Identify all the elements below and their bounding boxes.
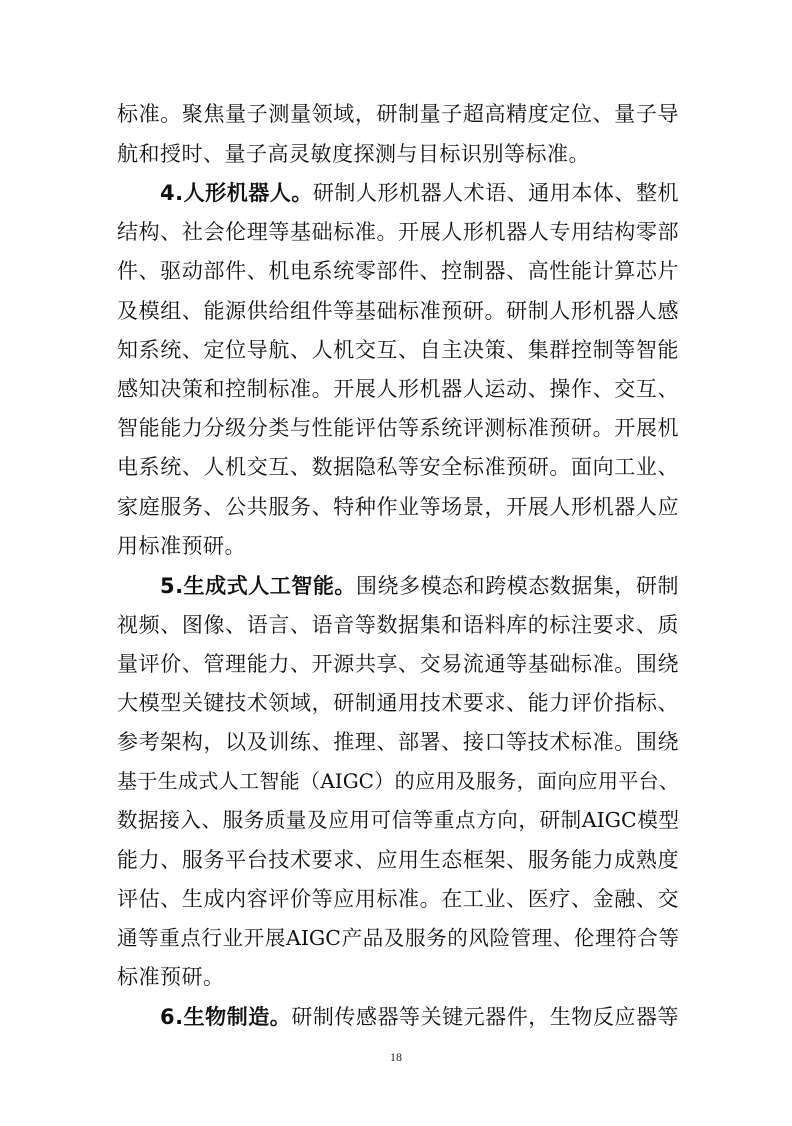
text-line: 量评价、管理能力、开源共享、交易流通等基础标准。围绕	[117, 652, 679, 676]
paragraph-first-line	[160, 997, 679, 1037]
text-line: 大模型关键技术领域，研制通用技术要求、能力评价指标、	[117, 691, 679, 715]
paragraph-first-line	[160, 566, 679, 606]
text-line: 标准。聚焦量子测量领域，研制量子超高精度定位、量子导	[117, 102, 679, 126]
text-line: 电系统、人机交互、数据隐私等安全标准预研。面向工业、	[117, 455, 679, 479]
text-line: 通等重点行业开展AIGC产品及服务的风险管理、伦理符合等	[117, 926, 679, 950]
text-line: 知系统、定位导航、人机交互、自主决策、集群控制等智能	[117, 338, 679, 362]
text-line: 结构、社会伦理等基础标准。开展人形机器人专用结构零部	[117, 220, 679, 244]
section-heading: 5.生成式人工智能。	[160, 574, 356, 598]
text-line: 能力、服务平台技术要求、应用生态框架、服务能力成熟度	[117, 848, 679, 872]
page-number: 18	[390, 1050, 402, 1064]
section-heading: 4.人形机器人。	[160, 181, 313, 205]
text-line: 参考架构，以及训练、推理、部署、接口等技术标准。围绕	[117, 730, 679, 754]
text-line: 用标准预研。	[117, 534, 246, 558]
text-line: 感知决策和控制标准。开展人形机器人运动、操作、交互、	[117, 377, 679, 401]
paragraph-first-line	[160, 173, 679, 213]
section-heading: 6.生物制造。	[160, 1005, 292, 1029]
text-line: 及模组、能源供给组件等基础标准预研。研制人形机器人感	[117, 299, 679, 323]
text-line: 智能能力分级分类与性能评估等系统评测标准预研。开展机	[117, 416, 679, 440]
paragraph-text: 研制传感器等关键元器件，生物反应器等	[291, 1005, 679, 1029]
paragraph-text: 围绕多模态和跨模态数据集，研制	[355, 574, 680, 598]
paragraph-text: 研制人形机器人术语、通用本体、整机	[312, 181, 680, 205]
text-line: 件、驱动部件、机电系统零部件、控制器、高性能计算芯片	[117, 259, 679, 283]
text-line: 家庭服务、公共服务、特种作业等场景，开展人形机器人应	[117, 495, 679, 519]
text-line: 视频、图像、语言、语音等数据集和语料库的标注要求、质	[117, 613, 679, 637]
text-line: 标准预研。	[117, 965, 225, 989]
text-line: 评估、生成内容评价等应用标准。在工业、医疗、金融、交	[117, 887, 679, 911]
text-line: 基于生成式人工智能（AIGC）的应用及服务，面向应用平台、	[117, 769, 679, 793]
text-line: 数据接入、服务质量及应用可信等重点方向，研制AIGC模型	[117, 808, 679, 832]
text-line: 航和授时、量子高灵敏度探测与目标识别等标准。	[117, 142, 590, 166]
